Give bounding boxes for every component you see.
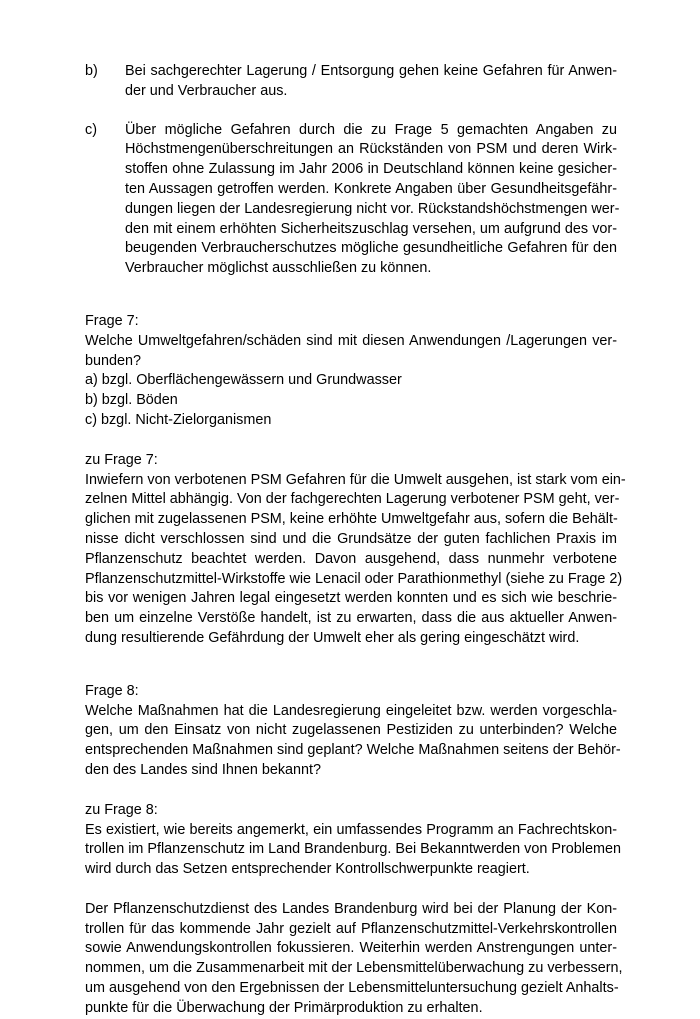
answer-7-line: Inwiefern von verbotenen PSM Gefahren für die Umwelt ausgehen, ist stark vom ein- xyxy=(85,471,626,488)
answer-8-line: Der Pflanzenschutzdienst des Landes Brandenburg wird bei der Planung der Kon- xyxy=(85,900,617,917)
answer-8-line: Es existiert, wie bereits angemerkt, ein umfassendes Programm an Fachrechtskon- xyxy=(85,821,617,838)
answer-8-heading: zu Frage 8: xyxy=(85,801,158,818)
question-7-line: Welche Umweltgefahren/schäden sind mit diesen Anwendungen /Lagerungen ver- xyxy=(85,332,617,349)
question-7 xyxy=(85,312,617,431)
answer-c-line: stoffen ohne Zulassung im Jahr 2006 in Deutschland können keine gesicher- xyxy=(125,161,617,178)
answer-c-marker: c) xyxy=(85,121,97,138)
answer-b xyxy=(85,62,617,102)
answer-8-line: wird durch das Setzen entsprechender Kontrollschwerpunkte reagiert. xyxy=(85,861,530,878)
answer-8-line: sowie Anwendungskontrollen fokussieren. Weiterhin werden Anstrengungen unter- xyxy=(85,940,617,957)
question-8-heading: Frage 8: xyxy=(85,682,139,699)
answer-c-line: Verbraucher möglichst ausschließen zu können. xyxy=(125,260,432,277)
answer-8-line: trollen im Pflanzenschutz im Land Brandenburg. Bei Bekanntwerden von Problemen xyxy=(85,841,621,858)
answer-7-heading: zu Frage 7: xyxy=(85,451,158,468)
answer-7-line: Pflanzenschutz beachtet werden. Davon ausgehend, dass nunmehr verbotene xyxy=(85,550,617,567)
answer-7 xyxy=(85,451,626,649)
answer-8-paragraph-2 xyxy=(85,900,623,1019)
answer-b-line: der und Verbraucher aus. xyxy=(125,82,288,99)
answer-c-line: ten Aussagen getroffen werden. Konkrete Angaben über Gesundheitsgefähr- xyxy=(125,180,617,197)
answer-7-line: Pflanzenschutzmittel-Wirkstoffe wie Lenacil oder Parathionmethyl (siehe zu Frage 2) xyxy=(85,570,623,587)
answer-8-line: nommen, um die Zusammenarbeit mit der Lebensmittelüberwachung zu verbessern, xyxy=(85,960,623,977)
answer-8 xyxy=(85,801,621,880)
question-7-line: a) bzgl. Oberflächengewässern und Grundwasser xyxy=(85,372,402,389)
answer-8-line: um ausgehend von den Ergebnissen der Lebensmitteluntersuchung gezielt Anhalts- xyxy=(85,980,619,997)
answer-7-line: dung resultierende Gefährdung der Umwelt eher als gering eingeschätzt wird. xyxy=(85,629,580,646)
answer-b-marker: b) xyxy=(85,63,98,79)
answer-7-line: ben um einzelne Verstöße handelt, ist zu erwarten, dass die aus aktueller Anwen- xyxy=(85,610,617,627)
answer-7-line: nisse dicht verschlossen sind und die Grundsätze der guten fachlichen Praxis im xyxy=(85,530,617,547)
question-8-line: entsprechenden Maßnahmen sind geplant? Welche Maßnahmen seitens der Behör- xyxy=(85,742,621,759)
question-8-line: Welche Maßnahmen hat die Landesregierung eingeleitet bzw. werden vorgeschla- xyxy=(85,702,617,719)
question-8-line: gen, um den Einsatz von nicht zugelassenen Pestiziden zu unterbinden? Welche xyxy=(85,722,617,739)
question-8-line: den des Landes sind Ihnen bekannt? xyxy=(85,761,322,778)
answer-c-line: dungen liegen der Landesregierung nicht vor. Rückstandshöchstmengen wer- xyxy=(125,200,620,217)
answer-b-line: Bei sachgerechter Lagerung / Entsorgung gehen keine Gefahren für Anwen- xyxy=(125,63,617,79)
answer-7-line: bis vor wenigen Jahren legal eingesetzt werden konnten und es sich wie beschrie- xyxy=(85,590,617,607)
answer-c xyxy=(85,121,620,279)
question-7-line: bunden? xyxy=(85,352,142,369)
answer-c-line: beugenden Verbraucherschutzes mögliche gesundheitliche Gefahren für den xyxy=(125,240,617,257)
answer-8-line: trollen für das kommende Jahr gezielt auf Pflanzenschutzmittel-Verkehrskontrollen xyxy=(85,920,617,937)
answer-c-line: Höchstmengenüberschreitungen an Rückständen von PSM und deren Wirk- xyxy=(125,141,617,158)
question-7-line: b) bzgl. Böden xyxy=(85,392,178,409)
question-8 xyxy=(85,682,621,781)
answer-c-line: Über mögliche Gefahren durch die zu Frage 5 gemachten Angaben zu xyxy=(125,121,617,138)
document-page xyxy=(85,62,626,1019)
answer-c-line: den mit einem erhöhten Sicherheitszuschlag versehen, um aufgrund des vor- xyxy=(125,220,617,237)
question-7-line: c) bzgl. Nicht-Zielorganismen xyxy=(85,411,272,428)
question-7-heading: Frage 7: xyxy=(85,312,139,329)
answer-7-line: zelnen Mittel abhängig. Von der fachgerechten Lagerung verbotener PSM geht, ver- xyxy=(85,491,620,508)
answer-7-line: glichen mit zugelassenen PSM, keine erhöhte Umweltgefahr aus, sofern die Behält- xyxy=(85,511,618,528)
answer-8-line: punkte für die Überwachung der Primärproduktion zu erhalten. xyxy=(85,999,483,1016)
